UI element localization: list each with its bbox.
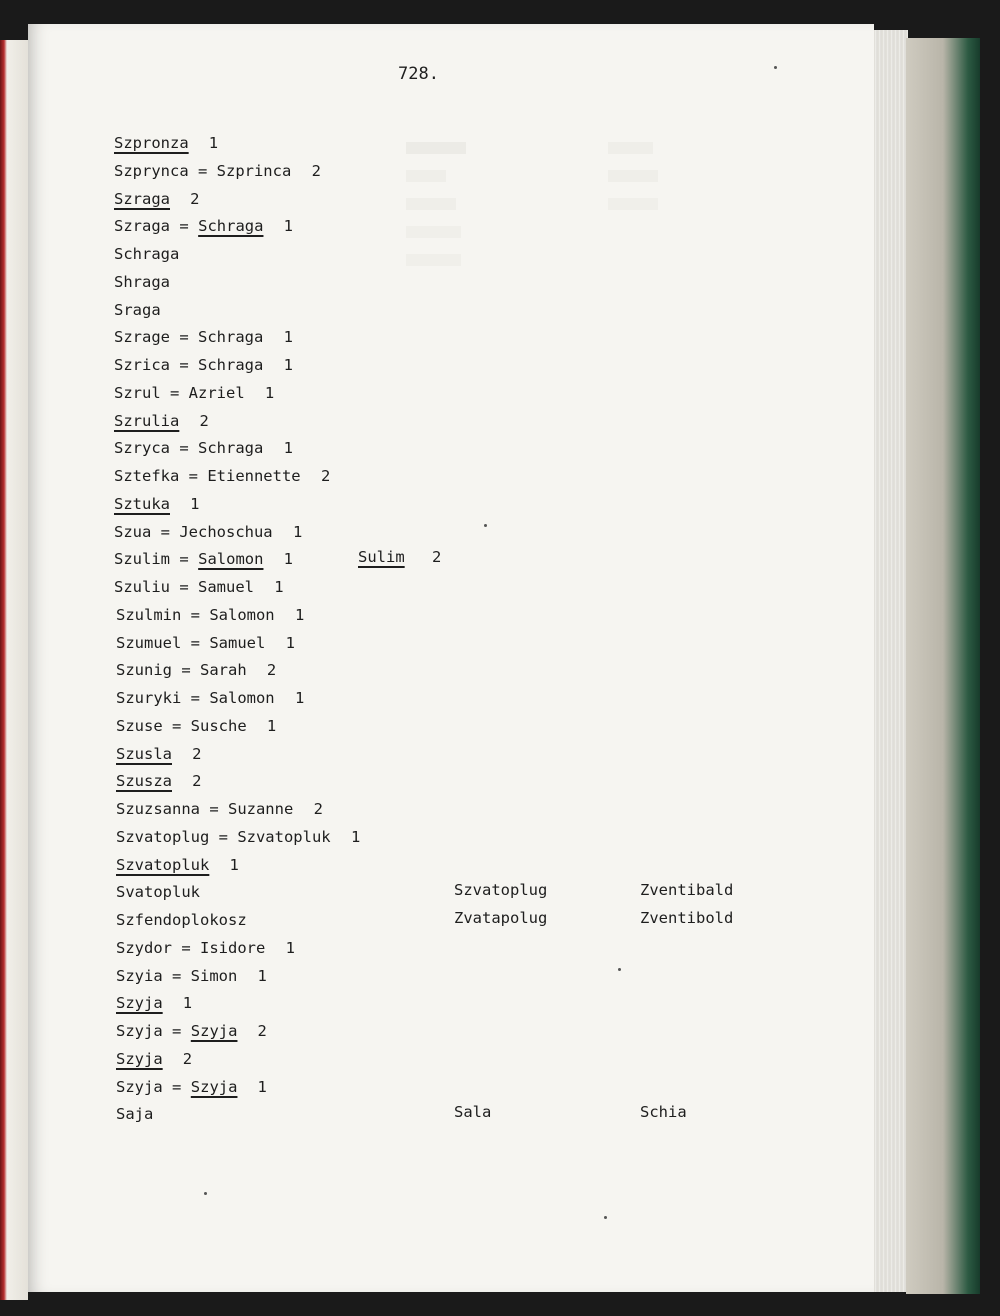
ink-speck — [604, 1216, 607, 1219]
entry-text: 1 — [257, 966, 267, 985]
entry-text: 1 — [283, 328, 293, 347]
entry-text: 2 — [321, 467, 331, 485]
entry-text: 1 — [285, 938, 295, 957]
entry-text: Szuryki = Salomon — [116, 689, 275, 707]
book-cover — [906, 38, 980, 1294]
entry-text: Szrul = Azriel — [114, 383, 245, 402]
entry-text: 2 — [313, 800, 323, 818]
underlined-name: Schraga — [198, 217, 264, 236]
underlined-name: Szusla — [116, 744, 172, 763]
entry-text: 1 — [294, 605, 305, 624]
entry-text: Szyja = — [116, 1022, 182, 1040]
page-edges — [874, 30, 908, 1292]
entry-text: Szulmin = Salomon — [116, 605, 275, 624]
entry-text: 1 — [294, 689, 305, 707]
entry-text: Szrage = Schraga — [114, 328, 264, 347]
entry-text: Svatopluk — [116, 883, 200, 902]
entry-text: Szyia = Simon — [116, 966, 238, 985]
ink-speck — [204, 1192, 207, 1195]
entry-text: 1 — [257, 1077, 267, 1096]
entry-text: Szumuel = Samuel — [116, 633, 266, 652]
entry-text: Sraga — [114, 300, 161, 319]
side-entry: Szvatoplug — [454, 881, 548, 900]
entry-text: 1 — [351, 827, 361, 846]
entry-text: 2 — [199, 411, 209, 430]
entry-text: Szvatoplug = Szvatopluk — [116, 827, 331, 846]
underlined-name: Salomon — [198, 550, 264, 569]
ink-speck — [618, 968, 621, 971]
underlined-name: Szyja — [116, 1049, 163, 1068]
side-entry: Zventibald — [640, 881, 734, 900]
entry-text: Szunig = Sarah — [116, 661, 247, 680]
entry-text: Szprynca = Szprinca — [114, 161, 292, 180]
entry-text: 2 — [192, 772, 202, 791]
entry-text: Shraga — [114, 272, 170, 291]
side-entry: Sala — [454, 1103, 492, 1122]
page-number: 728. — [398, 64, 439, 84]
entry-text: 2 — [192, 744, 202, 763]
underlined-name: Szrulia — [114, 411, 180, 430]
underlined-name: Szyja — [190, 1022, 238, 1040]
entry-text: 1 — [264, 383, 275, 402]
entry-text: Szyja = — [116, 1077, 182, 1096]
entry-text: 2 — [266, 661, 277, 680]
entry-text: 1 — [283, 217, 293, 236]
entry-text: 1 — [283, 550, 293, 569]
entry-text: Szuzsanna = Suzanne — [116, 800, 294, 818]
entry-text: Sztefka = Etiennette — [114, 467, 301, 485]
entry-text: Schraga — [114, 245, 180, 263]
underlined-name: Szusza — [116, 772, 172, 791]
ink-speck — [484, 524, 487, 527]
entry-text: Szuliu = Samuel — [114, 578, 254, 596]
document-page — [28, 24, 874, 1292]
entry-text: 1 — [292, 522, 303, 541]
entry-text: 2 — [257, 1022, 267, 1040]
entry-text: Szraga = — [114, 217, 189, 236]
entry-text: Szulim = — [114, 550, 189, 569]
entry-text: Szuse = Susche — [116, 716, 247, 735]
entry-text: 1 — [208, 134, 219, 152]
entry-text: 1 — [283, 356, 293, 374]
entry-text: Saja — [116, 1105, 154, 1124]
entry-text: Szydor = Isidore — [116, 938, 266, 957]
entry-text: 1 — [266, 716, 277, 735]
entry-text: Szrica = Schraga — [114, 356, 264, 374]
underlined-name: Sulim — [358, 548, 405, 567]
entry-text: 2 — [311, 161, 321, 180]
entry-text: 1 — [182, 994, 193, 1013]
entry-text: 2 — [182, 1049, 193, 1068]
ink-speck — [774, 66, 777, 69]
entry-text: Szryca = Schraga — [114, 439, 264, 458]
side-entry: Schia — [640, 1103, 687, 1122]
left-page-edge — [0, 40, 28, 1300]
entry-text: 2 — [190, 189, 200, 208]
underlined-name: Szyja — [190, 1077, 238, 1096]
underlined-name: Szvatopluk — [116, 855, 210, 874]
side-entry: Zvatapolug — [454, 909, 548, 927]
underlined-name: Szpronza — [114, 134, 189, 152]
entry-text: 1 — [274, 578, 284, 596]
entry-text: 1 — [285, 633, 295, 652]
side-entry: Zventibold — [640, 909, 734, 927]
entry-text: Szua = Jechoschua — [114, 522, 273, 541]
side-entry: 2 — [432, 548, 442, 567]
underlined-name: Szraga — [114, 189, 170, 208]
underlined-name: Szyja — [116, 994, 163, 1013]
underlined-name: Sztuka — [114, 494, 170, 513]
entry-text: Szfendoplokosz — [116, 911, 247, 929]
entry-text: 1 — [190, 494, 200, 513]
entry-text: 1 — [229, 855, 239, 874]
entry-text: 1 — [283, 439, 293, 458]
